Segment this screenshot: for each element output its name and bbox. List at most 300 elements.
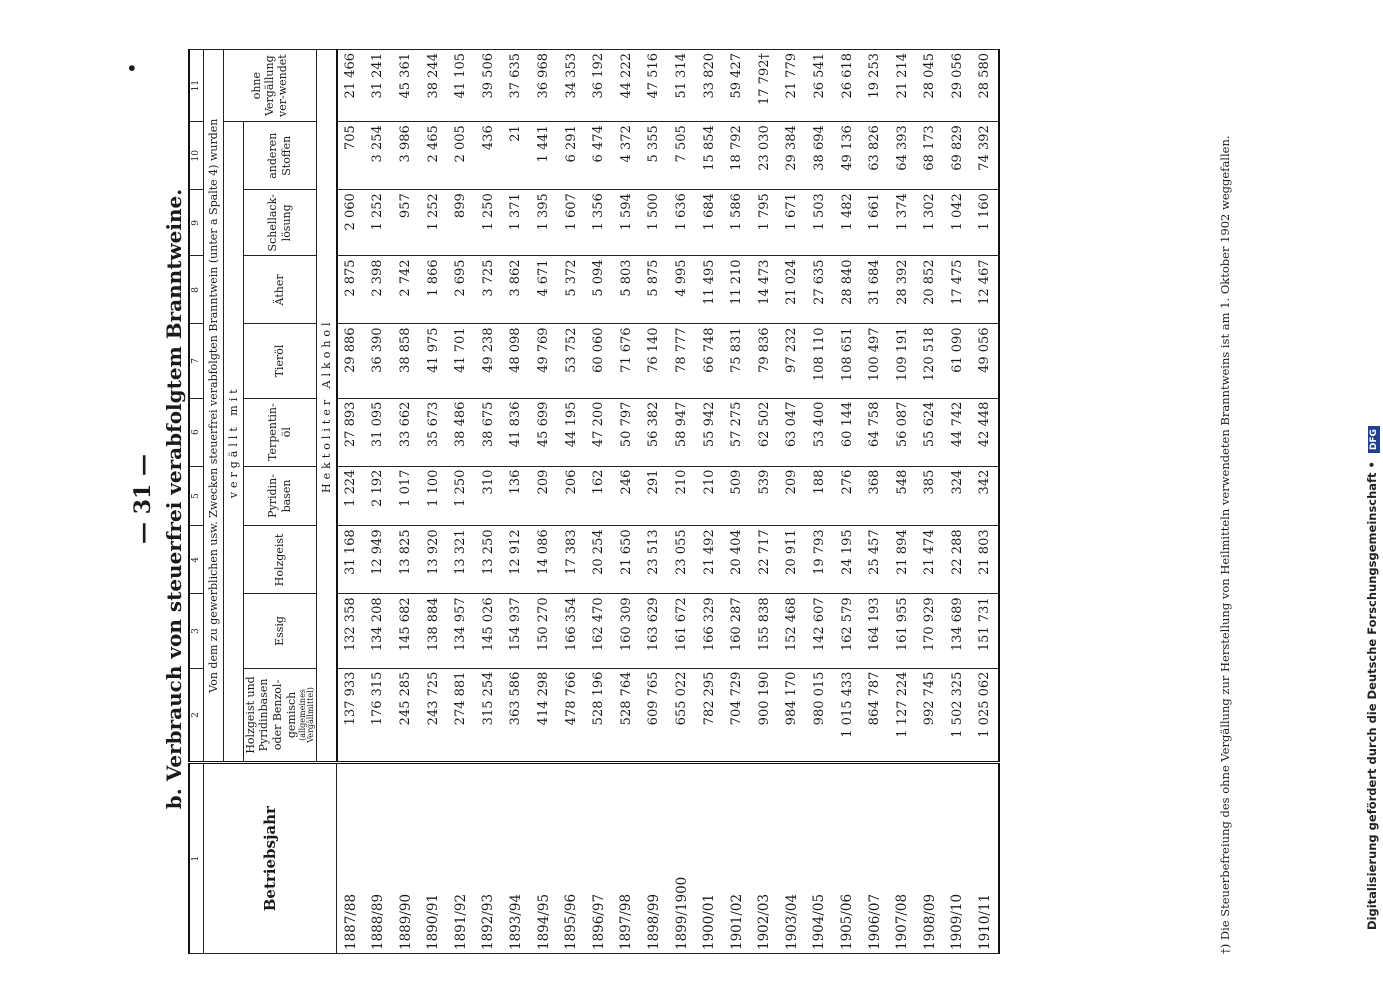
cell-c5: 1 224: [337, 466, 365, 526]
cell-c4: 13 825: [392, 526, 420, 594]
table-row: [723, 50, 751, 954]
cell-c8: 17 475: [944, 256, 972, 324]
cell-c4: 20 404: [723, 526, 751, 594]
column-number-row: [189, 50, 203, 954]
row-year: 1905/06: [833, 763, 861, 954]
cell-c10: 64 393: [888, 122, 916, 190]
cell-c7: 66 748: [695, 324, 723, 398]
row-year: 1903/04: [778, 763, 806, 954]
cell-c8: 5 094: [585, 256, 613, 324]
colnum-7: 7: [189, 324, 203, 398]
year-header: Betriebsjahr: [203, 763, 337, 954]
cell-c5: 385: [916, 466, 944, 526]
table-row: [392, 50, 420, 954]
colnum-4: 4: [189, 526, 203, 594]
cell-c10: 74 392: [971, 122, 999, 190]
cell-c3: 145 682: [392, 594, 420, 668]
cell-c8: 4 671: [530, 256, 558, 324]
cell-c10: 69 829: [944, 122, 972, 190]
cell-c2: 992 745: [916, 668, 944, 763]
page-title: b. Verbrauch von steuerfrei verabfolgtem Branntweine.: [162, 188, 186, 810]
cell-c5: 509: [723, 466, 751, 526]
row-year: 1902/03: [751, 763, 779, 954]
cell-c2: 528 764: [613, 668, 641, 763]
col11-header: ohne Vergällung ver-wendet: [223, 50, 317, 122]
cell-c8: 14 473: [751, 256, 779, 324]
cell-c4: 12 912: [502, 526, 530, 594]
row-year: 1893/94: [502, 763, 530, 954]
row-year: 1907/08: [888, 763, 916, 954]
cell-c6: 57 275: [723, 398, 751, 466]
cell-c9: 1 302: [916, 190, 944, 256]
cell-c11: 17 792†: [751, 50, 779, 122]
cell-c3: 154 937: [502, 594, 530, 668]
table-row: [861, 50, 889, 954]
cell-c10: 705: [337, 122, 365, 190]
cell-c6: 47 200: [585, 398, 613, 466]
cell-c9: 1 252: [419, 190, 447, 256]
cell-c8: 28 840: [833, 256, 861, 324]
cell-c3: 162 579: [833, 594, 861, 668]
table-row: [751, 50, 779, 954]
cell-c7: 53 752: [557, 324, 585, 398]
col7-header: Tieröl: [243, 324, 317, 398]
cell-c10: 3 254: [364, 122, 392, 190]
cell-c5: 162: [585, 466, 613, 526]
cell-c11: 21 466: [337, 50, 365, 122]
cell-c7: 76 140: [640, 324, 668, 398]
cell-c10: 5 355: [640, 122, 668, 190]
cell-c4: 21 492: [695, 526, 723, 594]
cell-c8: 5 372: [557, 256, 585, 324]
cell-c7: 41 701: [447, 324, 475, 398]
cell-c5: 188: [806, 466, 834, 526]
cell-c5: 342: [971, 466, 999, 526]
cell-c2: 245 285: [392, 668, 420, 763]
cell-c5: 548: [888, 466, 916, 526]
row-year: 1910/11: [971, 763, 999, 954]
cell-c3: 160 287: [723, 594, 751, 668]
colnum-2: 2: [189, 668, 203, 763]
cell-c9: 1 594: [613, 190, 641, 256]
cell-c6: 63 047: [778, 398, 806, 466]
span-header: Von dem zu gewerblichen usw. Zwecken steuerfrei verabfolgten Branntwein (unter a Spalte 4) wurden: [203, 50, 223, 763]
cell-c2: 315 254: [475, 668, 503, 763]
cell-c11: 21 214: [888, 50, 916, 122]
cell-c8: 2 398: [364, 256, 392, 324]
cell-c2: 363 586: [502, 668, 530, 763]
cell-c6: 55 624: [916, 398, 944, 466]
cell-c9: 2 060: [337, 190, 365, 256]
cell-c11: 39 506: [475, 50, 503, 122]
cell-c5: 209: [530, 466, 558, 526]
cell-c7: 49 238: [475, 324, 503, 398]
cell-c8: 12 467: [971, 256, 999, 324]
cell-c11: 59 427: [723, 50, 751, 122]
cell-c2: 609 765: [640, 668, 668, 763]
cell-c5: 246: [613, 466, 641, 526]
cell-c4: 24 195: [833, 526, 861, 594]
table-body: [337, 50, 999, 954]
cell-c7: 109 191: [888, 324, 916, 398]
cell-c5: 209: [778, 466, 806, 526]
col10-header: anderen Stoffen: [243, 122, 317, 190]
cell-c2: 274 881: [447, 668, 475, 763]
colnum-3: 3: [189, 594, 203, 668]
data-table: [188, 49, 1000, 954]
row-year: 1899/1900: [668, 763, 696, 954]
cell-c10: 6 474: [585, 122, 613, 190]
cell-c7: 79 836: [751, 324, 779, 398]
cell-c5: 291: [640, 466, 668, 526]
cell-c9: 899: [447, 190, 475, 256]
row-year: 1895/96: [557, 763, 585, 954]
cell-c3: 160 309: [613, 594, 641, 668]
row-year: 1887/88: [337, 763, 365, 954]
cell-c10: 18 792: [723, 122, 751, 190]
cell-c7: 100 497: [861, 324, 889, 398]
cell-c9: 1 252: [364, 190, 392, 256]
span-header-row: [203, 50, 223, 954]
cell-c7: 108 651: [833, 324, 861, 398]
row-year: 1889/90: [392, 763, 420, 954]
cell-c9: 1 042: [944, 190, 972, 256]
cell-c11: 26 618: [833, 50, 861, 122]
cell-c2: 243 725: [419, 668, 447, 763]
cell-c4: 21 650: [613, 526, 641, 594]
col6-header: Terpentin-öl: [243, 398, 317, 466]
cell-c3: 163 629: [640, 594, 668, 668]
table-row: [971, 50, 999, 954]
col9-header: Schellack-lösung: [243, 190, 317, 256]
cell-c6: 64 758: [861, 398, 889, 466]
table-row: [888, 50, 916, 954]
table-row: [364, 50, 392, 954]
cell-c11: 41 105: [447, 50, 475, 122]
cell-c9: 1 395: [530, 190, 558, 256]
cell-c6: 45 699: [530, 398, 558, 466]
cell-c8: 1 866: [419, 256, 447, 324]
cell-c10: 6 291: [557, 122, 585, 190]
cell-c6: 27 893: [337, 398, 365, 466]
row-year: 1908/09: [916, 763, 944, 954]
cell-c10: 15 854: [695, 122, 723, 190]
cell-c7: 97 232: [778, 324, 806, 398]
cell-c5: 136: [502, 466, 530, 526]
colnum-9: 9: [189, 190, 203, 256]
cell-c11: 19 253: [861, 50, 889, 122]
cell-c7: 38 858: [392, 324, 420, 398]
cell-c8: 11 495: [695, 256, 723, 324]
row-year: 1891/92: [447, 763, 475, 954]
cell-c10: 29 384: [778, 122, 806, 190]
cell-c3: 152 468: [778, 594, 806, 668]
cell-c6: 31 095: [364, 398, 392, 466]
cell-c3: 155 838: [751, 594, 779, 668]
col4-header: Holzgeist: [243, 526, 317, 594]
cell-c2: 782 295: [695, 668, 723, 763]
cell-c8: 3 862: [502, 256, 530, 324]
colnum-11: 11: [189, 50, 203, 122]
side-note-text: Digitalisierung gefördert durch die Deutsche Forschungsgemeinschaft •: [1365, 461, 1379, 930]
cell-c5: 324: [944, 466, 972, 526]
table-row: [502, 50, 530, 954]
cell-c5: 2 192: [364, 466, 392, 526]
cell-c5: 1 250: [447, 466, 475, 526]
cell-c4: 20 254: [585, 526, 613, 594]
cell-c3: 164 193: [861, 594, 889, 668]
table-row: [530, 50, 558, 954]
cell-c3: 134 689: [944, 594, 972, 668]
cell-c2: 655 022: [668, 668, 696, 763]
cell-c7: 49 769: [530, 324, 558, 398]
cell-c7: 61 090: [944, 324, 972, 398]
cell-c11: 47 516: [640, 50, 668, 122]
cell-c6: 53 400: [806, 398, 834, 466]
cell-c8: 28 392: [888, 256, 916, 324]
cell-c10: 38 694: [806, 122, 834, 190]
cell-c4: 21 894: [888, 526, 916, 594]
vergaellt-header: vergällt mit: [223, 122, 243, 763]
cell-c4: 23 513: [640, 526, 668, 594]
cell-c2: 1 502 325: [944, 668, 972, 763]
cell-c3: 166 354: [557, 594, 585, 668]
cell-c6: 44 195: [557, 398, 585, 466]
cell-c9: 1 500: [640, 190, 668, 256]
cell-c8: 31 684: [861, 256, 889, 324]
row-year: 1890/91: [419, 763, 447, 954]
colnum-10: 10: [189, 122, 203, 190]
cell-c3: 134 208: [364, 594, 392, 668]
cell-c11: 21 779: [778, 50, 806, 122]
cell-c10: 2 465: [419, 122, 447, 190]
cell-c4: 31 168: [337, 526, 365, 594]
cell-c5: 206: [557, 466, 585, 526]
cell-c4: 21 474: [916, 526, 944, 594]
cell-c3: 138 884: [419, 594, 447, 668]
table-row: [778, 50, 806, 954]
cell-c2: 864 787: [861, 668, 889, 763]
cell-c2: 1 025 062: [971, 668, 999, 763]
cell-c11: 36 968: [530, 50, 558, 122]
cell-c3: 166 329: [695, 594, 723, 668]
table-row: [833, 50, 861, 954]
cell-c7: 75 831: [723, 324, 751, 398]
cell-c11: 51 314: [668, 50, 696, 122]
col5-header: Pyridin-basen: [243, 466, 317, 526]
cell-c9: 1 586: [723, 190, 751, 256]
cell-c9: 1 482: [833, 190, 861, 256]
cell-c9: 1 371: [502, 190, 530, 256]
cell-c5: 1 100: [419, 466, 447, 526]
table-row: [806, 50, 834, 954]
cell-c6: 44 742: [944, 398, 972, 466]
cell-c7: 78 777: [668, 324, 696, 398]
cell-c5: 210: [668, 466, 696, 526]
side-note: [1365, 30, 1380, 930]
page-dot: •: [120, 62, 144, 74]
cell-c4: 20 911: [778, 526, 806, 594]
cell-c8: 2 695: [447, 256, 475, 324]
row-year: 1901/02: [723, 763, 751, 954]
cell-c7: 48 098: [502, 324, 530, 398]
cell-c10: 49 136: [833, 122, 861, 190]
cell-c4: 19 793: [806, 526, 834, 594]
cell-c7: 41 975: [419, 324, 447, 398]
cell-c10: 23 030: [751, 122, 779, 190]
row-year: 1894/95: [530, 763, 558, 954]
cell-c11: 33 820: [695, 50, 723, 122]
row-year: 1909/10: [944, 763, 972, 954]
table-row: [668, 50, 696, 954]
cell-c3: 132 358: [337, 594, 365, 668]
cell-c3: 150 270: [530, 594, 558, 668]
row-year: 1892/93: [475, 763, 503, 954]
cell-c8: 3 725: [475, 256, 503, 324]
cell-c6: 56 382: [640, 398, 668, 466]
cell-c6: 42 448: [971, 398, 999, 466]
cell-c6: 50 797: [613, 398, 641, 466]
page-number: — 31 —: [130, 454, 156, 544]
cell-c6: 55 942: [695, 398, 723, 466]
cell-c3: 161 955: [888, 594, 916, 668]
cell-c11: 34 353: [557, 50, 585, 122]
cell-c10: 4 372: [613, 122, 641, 190]
cell-c2: 984 170: [778, 668, 806, 763]
cell-c11: 45 361: [392, 50, 420, 122]
cell-c4: 22 288: [944, 526, 972, 594]
cell-c4: 17 383: [557, 526, 585, 594]
cell-c4: 12 949: [364, 526, 392, 594]
table-row: [613, 50, 641, 954]
cell-c6: 62 502: [751, 398, 779, 466]
table-row: [475, 50, 503, 954]
cell-c7: 108 110: [806, 324, 834, 398]
cell-c4: 13 250: [475, 526, 503, 594]
cell-c10: 1 441: [530, 122, 558, 190]
cell-c4: 22 717: [751, 526, 779, 594]
row-year: 1888/89: [364, 763, 392, 954]
col2-header: [243, 668, 317, 763]
cell-c8: 5 875: [640, 256, 668, 324]
cell-c7: 36 390: [364, 324, 392, 398]
cell-c11: 28 045: [916, 50, 944, 122]
cell-c2: 137 933: [337, 668, 365, 763]
footnote: †) Die Steuerbefreiung des ohne Vergällung zur Herstellung von Heilmitteln verwendeten Branntweins ist am 1. Oktober 1902 weggefallen.: [1218, 135, 1232, 954]
cell-c2: 176 315: [364, 668, 392, 763]
cell-c10: 436: [475, 122, 503, 190]
cell-c8: 4 995: [668, 256, 696, 324]
table-row: [695, 50, 723, 954]
table-row: [944, 50, 972, 954]
cell-c6: 35 673: [419, 398, 447, 466]
cell-c9: 1 684: [695, 190, 723, 256]
row-year: 1900/01: [695, 763, 723, 954]
cell-c10: 3 986: [392, 122, 420, 190]
cell-c10: 7 505: [668, 122, 696, 190]
cell-c11: 26 541: [806, 50, 834, 122]
cell-c2: 900 190: [751, 668, 779, 763]
cell-c2: 1 015 433: [833, 668, 861, 763]
cell-c10: 21: [502, 122, 530, 190]
cell-c8: 27 635: [806, 256, 834, 324]
cell-c11: 36 192: [585, 50, 613, 122]
table-row: [640, 50, 668, 954]
cell-c11: 44 222: [613, 50, 641, 122]
cell-c5: 310: [475, 466, 503, 526]
cell-c9: 1 636: [668, 190, 696, 256]
col2-note: (allgemeines Vergällmittel): [297, 687, 316, 743]
cell-c9: 1 356: [585, 190, 613, 256]
cell-c6: 58 947: [668, 398, 696, 466]
cell-c5: 276: [833, 466, 861, 526]
cell-c7: 60 060: [585, 324, 613, 398]
table-row: [337, 50, 365, 954]
cell-c3: 142 607: [806, 594, 834, 668]
cell-c6: 38 675: [475, 398, 503, 466]
table-row: [447, 50, 475, 954]
cell-c5: 368: [861, 466, 889, 526]
cell-c7: 71 676: [613, 324, 641, 398]
row-year: 1906/07: [861, 763, 889, 954]
cell-c9: 1 160: [971, 190, 999, 256]
cell-c3: 134 957: [447, 594, 475, 668]
cell-c4: 13 920: [419, 526, 447, 594]
cell-c4: 14 086: [530, 526, 558, 594]
cell-c8: 2 875: [337, 256, 365, 324]
colnum-5: 5: [189, 466, 203, 526]
unit-header: Hektoliter Alkohol: [317, 50, 337, 763]
cell-c4: 21 803: [971, 526, 999, 594]
table-row: [557, 50, 585, 954]
col8-header: Äther: [243, 256, 317, 324]
cell-c5: 539: [751, 466, 779, 526]
cell-c9: 1 250: [475, 190, 503, 256]
cell-c2: 980 015: [806, 668, 834, 763]
cell-c11: 38 244: [419, 50, 447, 122]
cell-c6: 33 662: [392, 398, 420, 466]
cell-c10: 68 173: [916, 122, 944, 190]
cell-c8: 11 210: [723, 256, 751, 324]
cell-c2: 414 298: [530, 668, 558, 763]
row-year: 1904/05: [806, 763, 834, 954]
cell-c2: 704 729: [723, 668, 751, 763]
cell-c4: 25 457: [861, 526, 889, 594]
cell-c7: 49 056: [971, 324, 999, 398]
table-row: [916, 50, 944, 954]
cell-c11: 37 635: [502, 50, 530, 122]
cell-c2: 528 196: [585, 668, 613, 763]
cell-c3: 162 470: [585, 594, 613, 668]
dfg-logo: DFG: [1368, 426, 1380, 453]
cell-c2: 478 766: [557, 668, 585, 763]
cell-c5: 210: [695, 466, 723, 526]
colnum-8: 8: [189, 256, 203, 324]
col2-label: Holzgeist und Pyridinbasen oder Benzol-gemisch: [243, 676, 298, 754]
row-year: 1897/98: [613, 763, 641, 954]
cell-c8: 21 024: [778, 256, 806, 324]
cell-c3: 161 672: [668, 594, 696, 668]
cell-c6: 56 087: [888, 398, 916, 466]
cell-c11: 31 241: [364, 50, 392, 122]
rotated-page: [120, 44, 1245, 954]
cell-c9: 1 374: [888, 190, 916, 256]
cell-c11: 28 580: [971, 50, 999, 122]
cell-c2: 1 127 224: [888, 668, 916, 763]
cell-c7: 29 886: [337, 324, 365, 398]
cell-c6: 60 144: [833, 398, 861, 466]
row-year: 1898/99: [640, 763, 668, 954]
